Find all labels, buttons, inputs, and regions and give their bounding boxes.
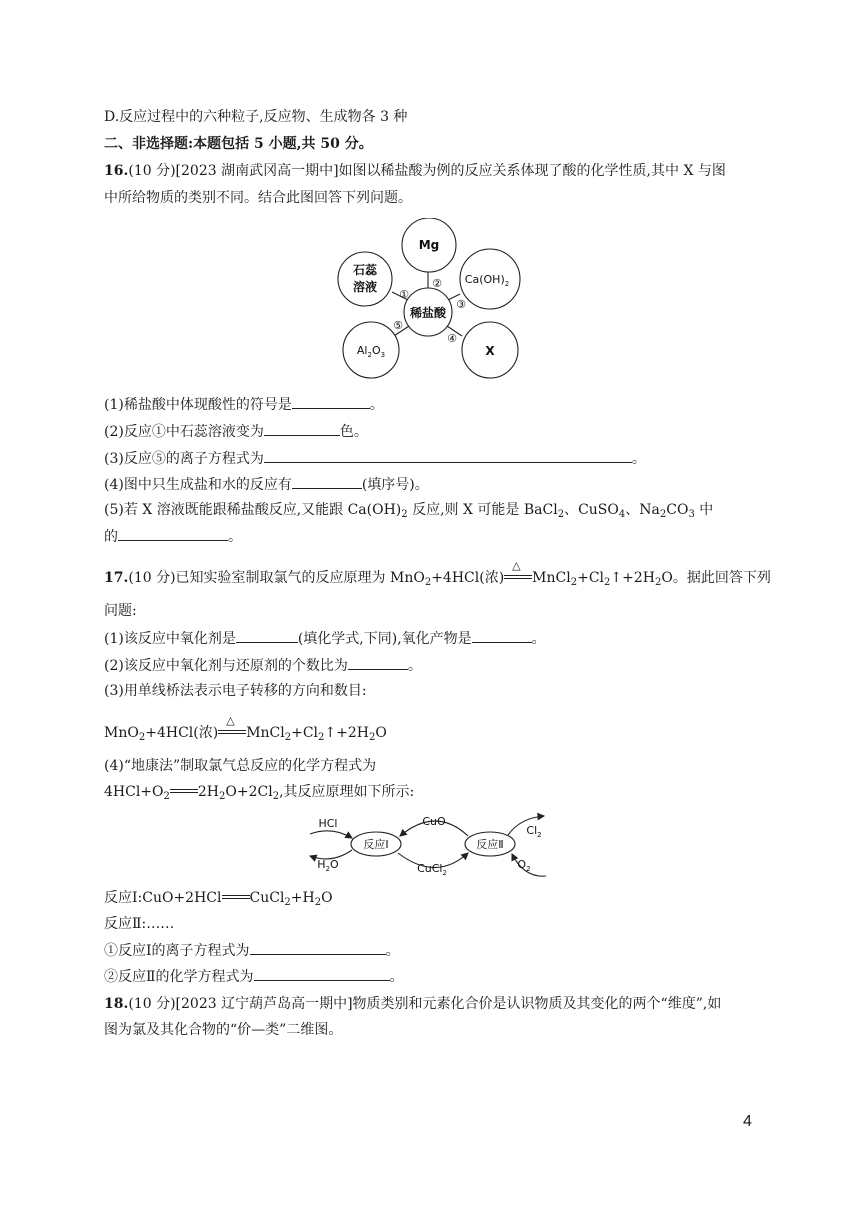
reaction-2-label: 反应Ⅱ [476, 838, 504, 851]
q17-part1: (1)该反应中氧化剂是 (填化学式,下同),氧化产物是 。 [104, 628, 546, 649]
answer-blank[interactable] [236, 628, 298, 643]
q17-intro-line1: 17.(10 分)已知实验室制取氯气的反应原理为 MnO$_2$+4HCl(浓) △ $MnCl_2+Cl_2↑+2H_2O$。据此回答下列 [104, 568, 771, 588]
answer-blank[interactable] [292, 394, 370, 409]
equals-sign [222, 893, 250, 903]
q16-part3: (3)反应⑤的离子方程式为 。 [104, 448, 646, 469]
equals-sign [218, 714, 246, 738]
cl2-label: $Cl_2$ [526, 824, 542, 839]
answer-blank[interactable] [254, 966, 390, 981]
q17-part3: (3)用单线桥法表示电子转移的方向和数目: [104, 683, 367, 699]
q16-part5-line1: (5)若 X 溶液既能跟稀盐酸反应,又能跟 $Ca(OH)_2$ 反应,则 X 可能是 BaCl$_2$、CuSO$_4$、$Na_2CO_3$ 中 [104, 502, 714, 520]
deacon-cycle-diagram [308, 806, 550, 882]
answer-blank[interactable] [348, 655, 408, 670]
cucl2-label: CuCl$_2$ [417, 862, 447, 877]
q16-part4: (4)图中只生成盐和水的反应有 (填序号)。 [104, 474, 429, 495]
center-label: 稀盐酸 [409, 306, 447, 320]
equals-sign [170, 787, 198, 797]
answer-blank[interactable] [118, 526, 228, 541]
litmus-label-1: 石蕊 [352, 263, 378, 277]
equals-sign [504, 559, 532, 583]
h2o-label: $H_2O$ [317, 858, 339, 873]
q17-intro-line2: 问题: [104, 603, 137, 619]
acid-reaction-diagram [330, 218, 530, 380]
al2o3-o: O [371, 344, 381, 357]
al2o3-sub1: 2 [367, 351, 372, 359]
num-4: ④ [447, 332, 457, 345]
x-label: X [485, 344, 495, 358]
q16-number: 16. [104, 163, 129, 179]
q17-part2: (2)该反应中氧化剂与还原剂的个数比为 。 [104, 655, 422, 676]
num-3: ③ [456, 298, 466, 311]
caoh2-main: Ca(OH) [464, 273, 505, 286]
q16-part2: (2)反应①中石蕊溶液变为 色。 [104, 421, 368, 442]
q18-intro-line1: 18.(10 分)[2023 辽宁葫芦岛高一期中]物质类别和元素化合价是认识物质及其变化的两个“维度”,如 [104, 996, 722, 1012]
answer-blank[interactable] [264, 421, 340, 436]
q18-intro-line2: 图为氯及其化合物的“价—类”二维图。 [104, 1022, 343, 1038]
num-1: ① [399, 288, 409, 301]
q16-intro-line2: 中所给物质的类别不同。结合此图回答下列问题。 [104, 190, 412, 206]
o2-label: $O_2$ [517, 858, 531, 873]
q15-option-d: D.反应过程中的六种粒子,反应物、生成物各 3 种 [104, 109, 408, 125]
al2o3-al: Al [356, 344, 368, 357]
litmus-circle [338, 252, 392, 306]
al2o3-sub2: 3 [380, 351, 386, 359]
q17-part4: (4)“地康法”制取氯气总反应的化学方程式为 [104, 758, 377, 774]
cuo-label: CuO [422, 815, 446, 828]
litmus-label-2: 溶液 [352, 280, 378, 294]
caoh2-sub: 2 [504, 280, 510, 288]
answer-blank[interactable] [264, 448, 632, 463]
page-number: 4 [743, 1113, 752, 1130]
caoh2-label [465, 273, 509, 288]
q17-deacon-equation: $4HCl+O_2$ $2H_2O+2Cl_2$,其反应原理如下所示: [104, 784, 415, 802]
num-5: ⑤ [393, 319, 403, 332]
section-heading: 二、非选择题:本题包括 5 小题,共 50 分。 [104, 136, 373, 152]
mg-label: Mg [418, 238, 440, 252]
heat-symbol: △ [512, 559, 521, 572]
heat-symbol: △ [226, 714, 235, 727]
num-2: ② [432, 277, 442, 290]
q17-sub2: ②反应Ⅱ的化学方程式为 。 [104, 966, 404, 987]
q16-part5-line2: 的 。 [104, 526, 242, 547]
hcl-arrow [310, 831, 352, 838]
q18-number: 18. [104, 996, 129, 1012]
q17-sub1: ①反应Ⅰ的离子方程式为 。 [104, 940, 400, 961]
hcl-label: HCl [318, 817, 338, 830]
reaction-2-text: 反应Ⅱ:…… [104, 916, 175, 932]
q17-number: 17. [104, 570, 129, 586]
reaction-1-equation: 反应Ⅰ:CuO+2HCl $CuCl_2+H_2O$ [104, 890, 333, 908]
q17-equation: MnO$_2$+4HCl(浓) △ $MnCl_2+Cl_2↑+2H_2O$ [104, 723, 387, 743]
q16-part1: (1)稀盐酸中体现酸性的符号是 。 [104, 394, 384, 415]
reaction-1-label: 反应Ⅰ [363, 838, 389, 851]
answer-blank[interactable] [472, 628, 532, 643]
answer-blank[interactable] [292, 474, 362, 489]
answer-blank[interactable] [250, 940, 386, 955]
q16-intro-line1 [104, 161, 726, 181]
q16-intro-text: (10 分)[2023 湖南武冈高一期中]如图以稀盐酸为例的反应关系体现了酸的化学性质,其中 X 与图 [128, 163, 726, 179]
